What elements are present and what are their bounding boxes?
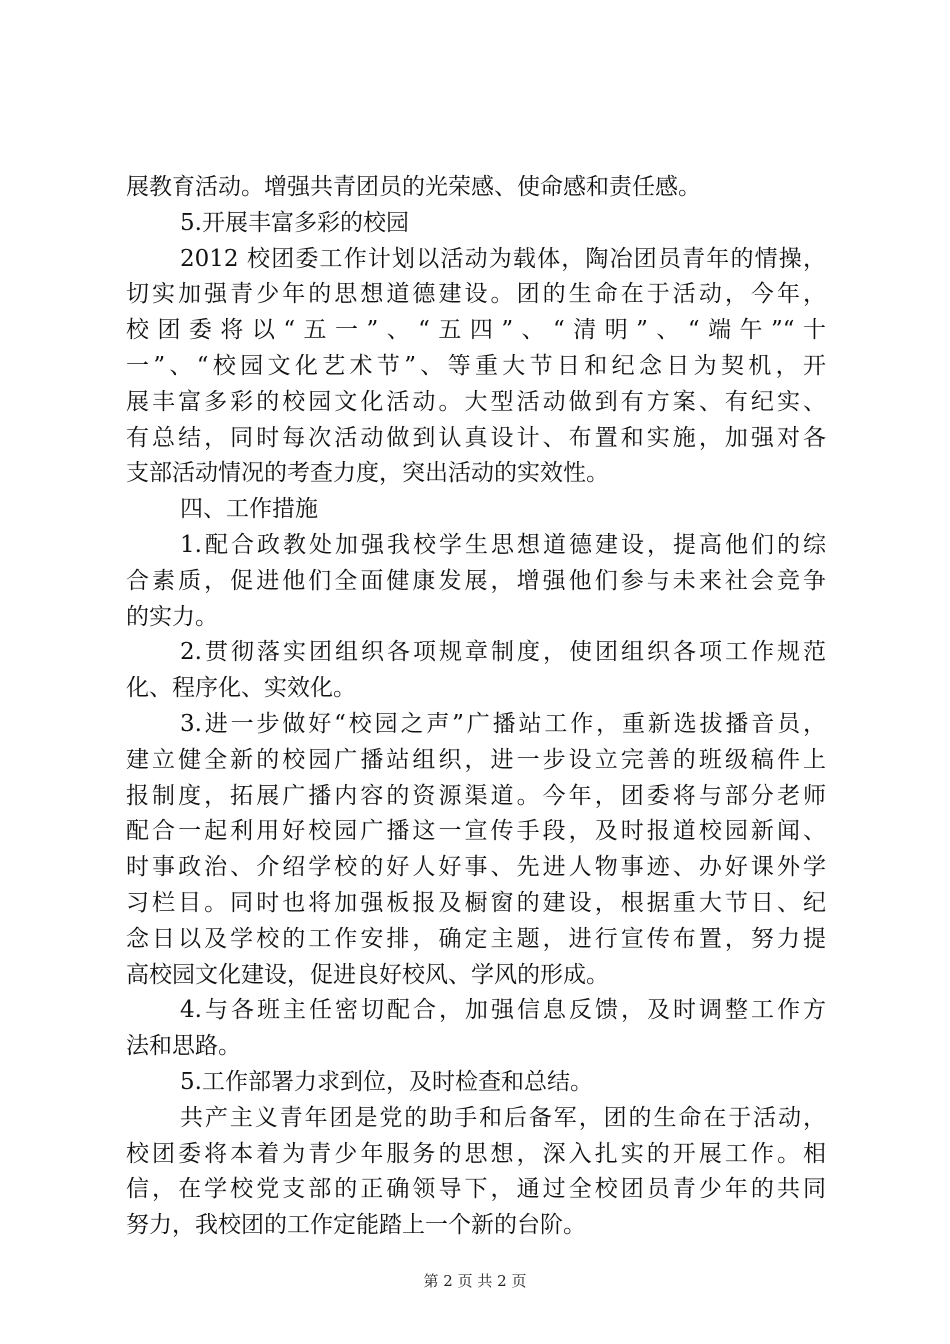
text-line: 化、程序化、实效化。 [126, 675, 356, 702]
text-line: 2012 校团委工作计划以活动为载体，陶冶团员青年的情操， [180, 245, 826, 272]
text-line: 合素质，促进他们全面健康发展，增强他们参与未来社会竞争 [126, 567, 826, 594]
text-line: 2.贯彻落实团组织各项规章制度，使团组织各项工作规范 [180, 639, 826, 666]
text-line: 的实力。 [126, 603, 218, 630]
text-line: 切实加强青少年的思想道德建设。团的生命在于活动，今年， [126, 281, 826, 308]
section-heading: 5.开展丰富多彩的校园 [180, 209, 409, 236]
text-line: 展丰富多彩的校园文化活动。大型活动做到有方案、有纪实、 [126, 388, 826, 415]
text-line: 努力，我校团的工作定能踏上一个新的台阶。 [126, 1212, 586, 1239]
text-line: 支部活动情况的考查力度，突出活动的实效性。 [126, 460, 609, 487]
text-line: 3.进一步做好“校园之声”广播站工作，重新选拔播音员， [180, 710, 826, 737]
text-line: 共产主义青年团是党的助手和后备军，团的生命在于活动， [180, 1104, 826, 1131]
page-number-footer: 第 2 页 共 2 页 [423, 1272, 527, 1290]
text-line: 习栏目。同时也将加强板报及橱窗的建设，根据重大节日、纪 [126, 889, 826, 916]
document-body [126, 170, 826, 1244]
text-line: 5.工作部署力求到位，及时检查和总结。 [180, 1068, 593, 1095]
text-line: 报制度，拓展广播内容的资源渠道。今年，团委将与部分老师 [126, 782, 826, 809]
text-line: 4.与各班主任密切配合，加强信息反馈，及时调整工作方 [180, 997, 826, 1024]
text-line: 法和思路。 [126, 1033, 241, 1060]
text-line: 校团委将本着为青少年服务的思想，深入扎实的开展工作。相 [126, 1140, 826, 1167]
text-line: 时事政治、介绍学校的好人好事、先进人物事迹、办好课外学 [126, 854, 826, 881]
section-heading: 四、工作措施 [180, 496, 318, 523]
text-line: 念日以及学校的工作安排，确定主题，进行宣传布置，努力提 [126, 925, 826, 952]
text-line: 信，在学校党支部的正确领导下，通过全校团员青少年的共同 [126, 1176, 826, 1203]
text-line: 1.配合政教处加强我校学生思想道德建设，提高他们的综 [180, 531, 826, 558]
text-line: 有总结，同时每次活动做到认真设计、布置和实施，加强对各 [126, 424, 826, 451]
text-line: 高校园文化建设，促进良好校风、学风的形成。 [126, 961, 609, 988]
text-line: 展教育活动。增强共青团员的光荣感、使命感和责任感。 [126, 174, 701, 200]
text-line: 配合一起利用好校园广播这一宣传手段，及时报道校园新闻、 [126, 818, 826, 845]
text-line: 建立健全新的校园广播站组织，进一步设立完善的班级稿件上 [126, 746, 826, 773]
text-line: 校团委将以“五一”、“五四”、“清明”、“端午”“十 [126, 317, 826, 344]
text-line: 一”、“校园文化艺术节”、等重大节日和纪念日为契机，开 [126, 352, 826, 379]
